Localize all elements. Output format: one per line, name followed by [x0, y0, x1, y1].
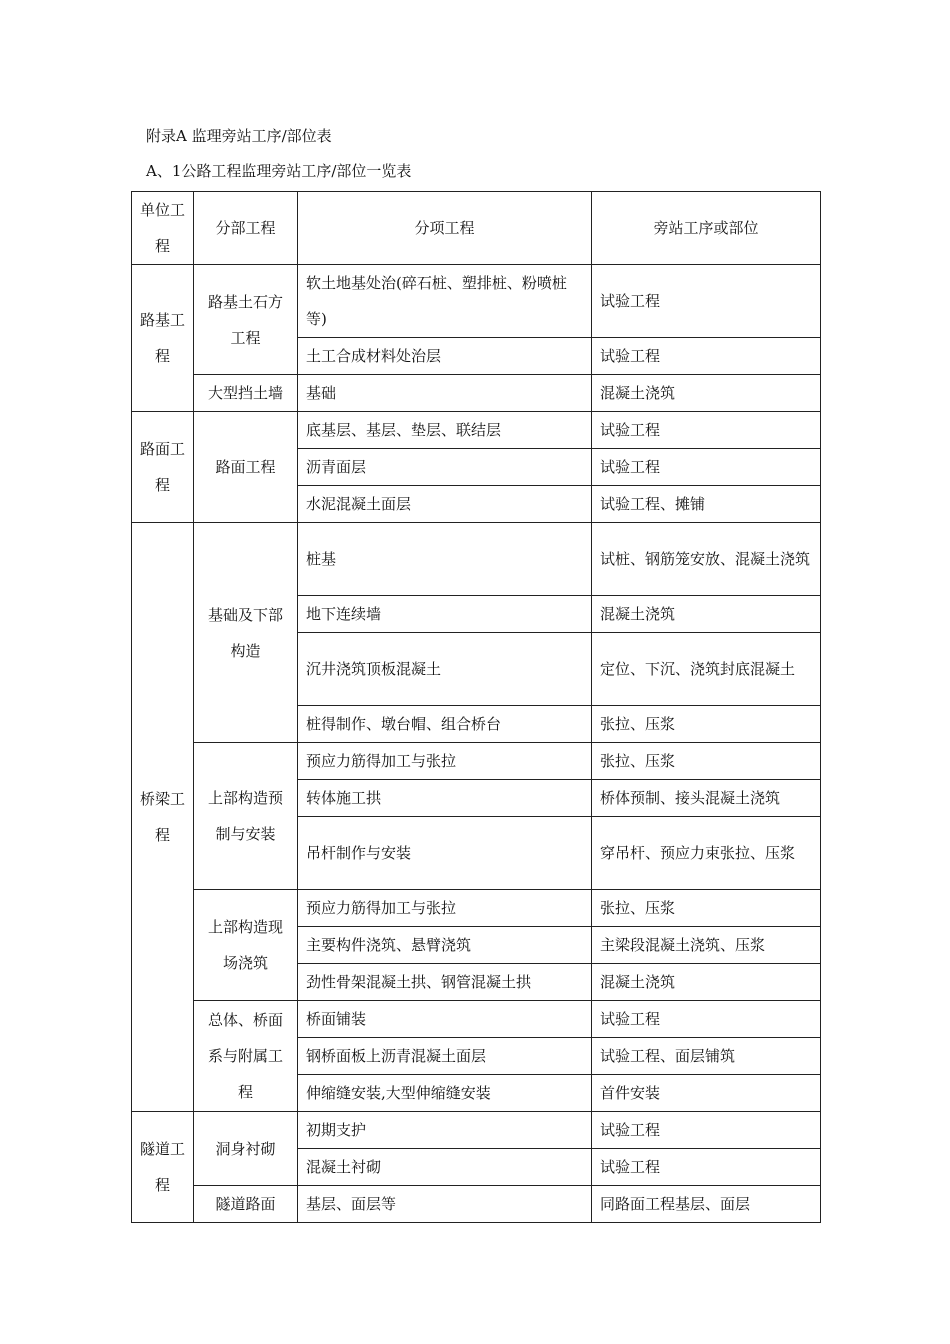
table-row: [132, 1112, 821, 1149]
station-cell: 试验工程、面层铺筑: [592, 1038, 821, 1075]
item-cell: 主要构件浇筑、悬臂浇筑: [298, 927, 592, 964]
header-unit: 单位工程: [132, 192, 194, 265]
item-cell: 初期支护: [298, 1112, 592, 1149]
item-cell: 沥青面层: [298, 449, 592, 486]
item-cell: 水泥混凝土面层: [298, 486, 592, 523]
item-cell: 劲性骨架混凝土拱、钢管混凝土拱: [298, 964, 592, 1001]
unit-cell: 桥梁工程: [132, 523, 194, 1112]
part-cell: 总体、桥面系与附属工程: [194, 1001, 298, 1112]
unit-cell: 路基工程: [132, 265, 194, 412]
header-station: 旁站工序或部位: [592, 192, 821, 265]
station-cell: 试验工程: [592, 1149, 821, 1186]
item-cell: 预应力筋得加工与张拉: [298, 743, 592, 780]
station-cell: 试验工程、摊铺: [592, 486, 821, 523]
unit-cell: 路面工程: [132, 412, 194, 523]
station-cell: 试验工程: [592, 1001, 821, 1038]
item-cell: 桥面铺装: [298, 1001, 592, 1038]
station-cell: 混凝土浇筑: [592, 596, 821, 633]
item-cell: 转体施工拱: [298, 780, 592, 817]
station-cell: 张拉、压浆: [592, 890, 821, 927]
item-cell: 桩得制作、墩台帽、组合桥台: [298, 706, 592, 743]
header-row: [132, 192, 821, 265]
header-item: 分项工程: [298, 192, 592, 265]
table-row: [132, 890, 821, 927]
item-cell: 基础: [298, 375, 592, 412]
item-cell: 地下连续墙: [298, 596, 592, 633]
part-cell: 路面工程: [194, 412, 298, 523]
item-cell: 吊杆制作与安装: [298, 817, 592, 890]
part-cell: 大型挡土墙: [194, 375, 298, 412]
item-cell: 底基层、基层、垫层、联结层: [298, 412, 592, 449]
table-title: A、1公路工程监理旁站工序/部位一览表: [146, 162, 412, 180]
station-cell: 同路面工程基层、面层: [592, 1186, 821, 1223]
item-cell: 预应力筋得加工与张拉: [298, 890, 592, 927]
supervision-table: [131, 191, 821, 1223]
part-cell: 基础及下部构造: [194, 523, 298, 743]
station-cell: 混凝土浇筑: [592, 964, 821, 1001]
item-cell: 软土地基处治(碎石桩、塑排桩、粉喷桩等): [298, 265, 592, 338]
station-cell: 首件安装: [592, 1075, 821, 1112]
station-cell: 定位、下沉、浇筑封底混凝土: [592, 633, 821, 706]
item-cell: 钢桥面板上沥青混凝土面层: [298, 1038, 592, 1075]
part-cell: 洞身衬砌: [194, 1112, 298, 1186]
table-row: [132, 1186, 821, 1223]
appendix-title: 附录A 监理旁站工序/部位表: [146, 127, 332, 145]
station-cell: 试验工程: [592, 265, 821, 338]
station-cell: 试验工程: [592, 338, 821, 375]
table-row: [132, 265, 821, 338]
part-cell: 隧道路面: [194, 1186, 298, 1223]
item-cell: 桩基: [298, 523, 592, 596]
item-cell: 土工合成材料处治层: [298, 338, 592, 375]
table-row: [132, 375, 821, 412]
station-cell: 试验工程: [592, 449, 821, 486]
item-cell: 伸缩缝安装,大型伸缩缝安装: [298, 1075, 592, 1112]
unit-cell: 隧道工程: [132, 1112, 194, 1223]
item-cell: 沉井浇筑顶板混凝土: [298, 633, 592, 706]
station-cell: 张拉、压浆: [592, 706, 821, 743]
station-cell: 试桩、钢筋笼安放、混凝土浇筑: [592, 523, 821, 596]
part-cell: 路基土石方工程: [194, 265, 298, 375]
station-cell: 穿吊杆、预应力束张拉、压浆: [592, 817, 821, 890]
item-cell: 混凝土衬砌: [298, 1149, 592, 1186]
table-row: [132, 412, 821, 449]
station-cell: 张拉、压浆: [592, 743, 821, 780]
part-cell: 上部构造现场浇筑: [194, 890, 298, 1001]
table-row: [132, 523, 821, 596]
part-cell: 上部构造预制与安装: [194, 743, 298, 890]
station-cell: 主梁段混凝土浇筑、压浆: [592, 927, 821, 964]
table-row: [132, 743, 821, 780]
station-cell: 桥体预制、接头混凝土浇筑: [592, 780, 821, 817]
item-cell: 基层、面层等: [298, 1186, 592, 1223]
station-cell: 试验工程: [592, 1112, 821, 1149]
station-cell: 试验工程: [592, 412, 821, 449]
table-row: [132, 1001, 821, 1038]
station-cell: 混凝土浇筑: [592, 375, 821, 412]
header-part: 分部工程: [194, 192, 298, 265]
